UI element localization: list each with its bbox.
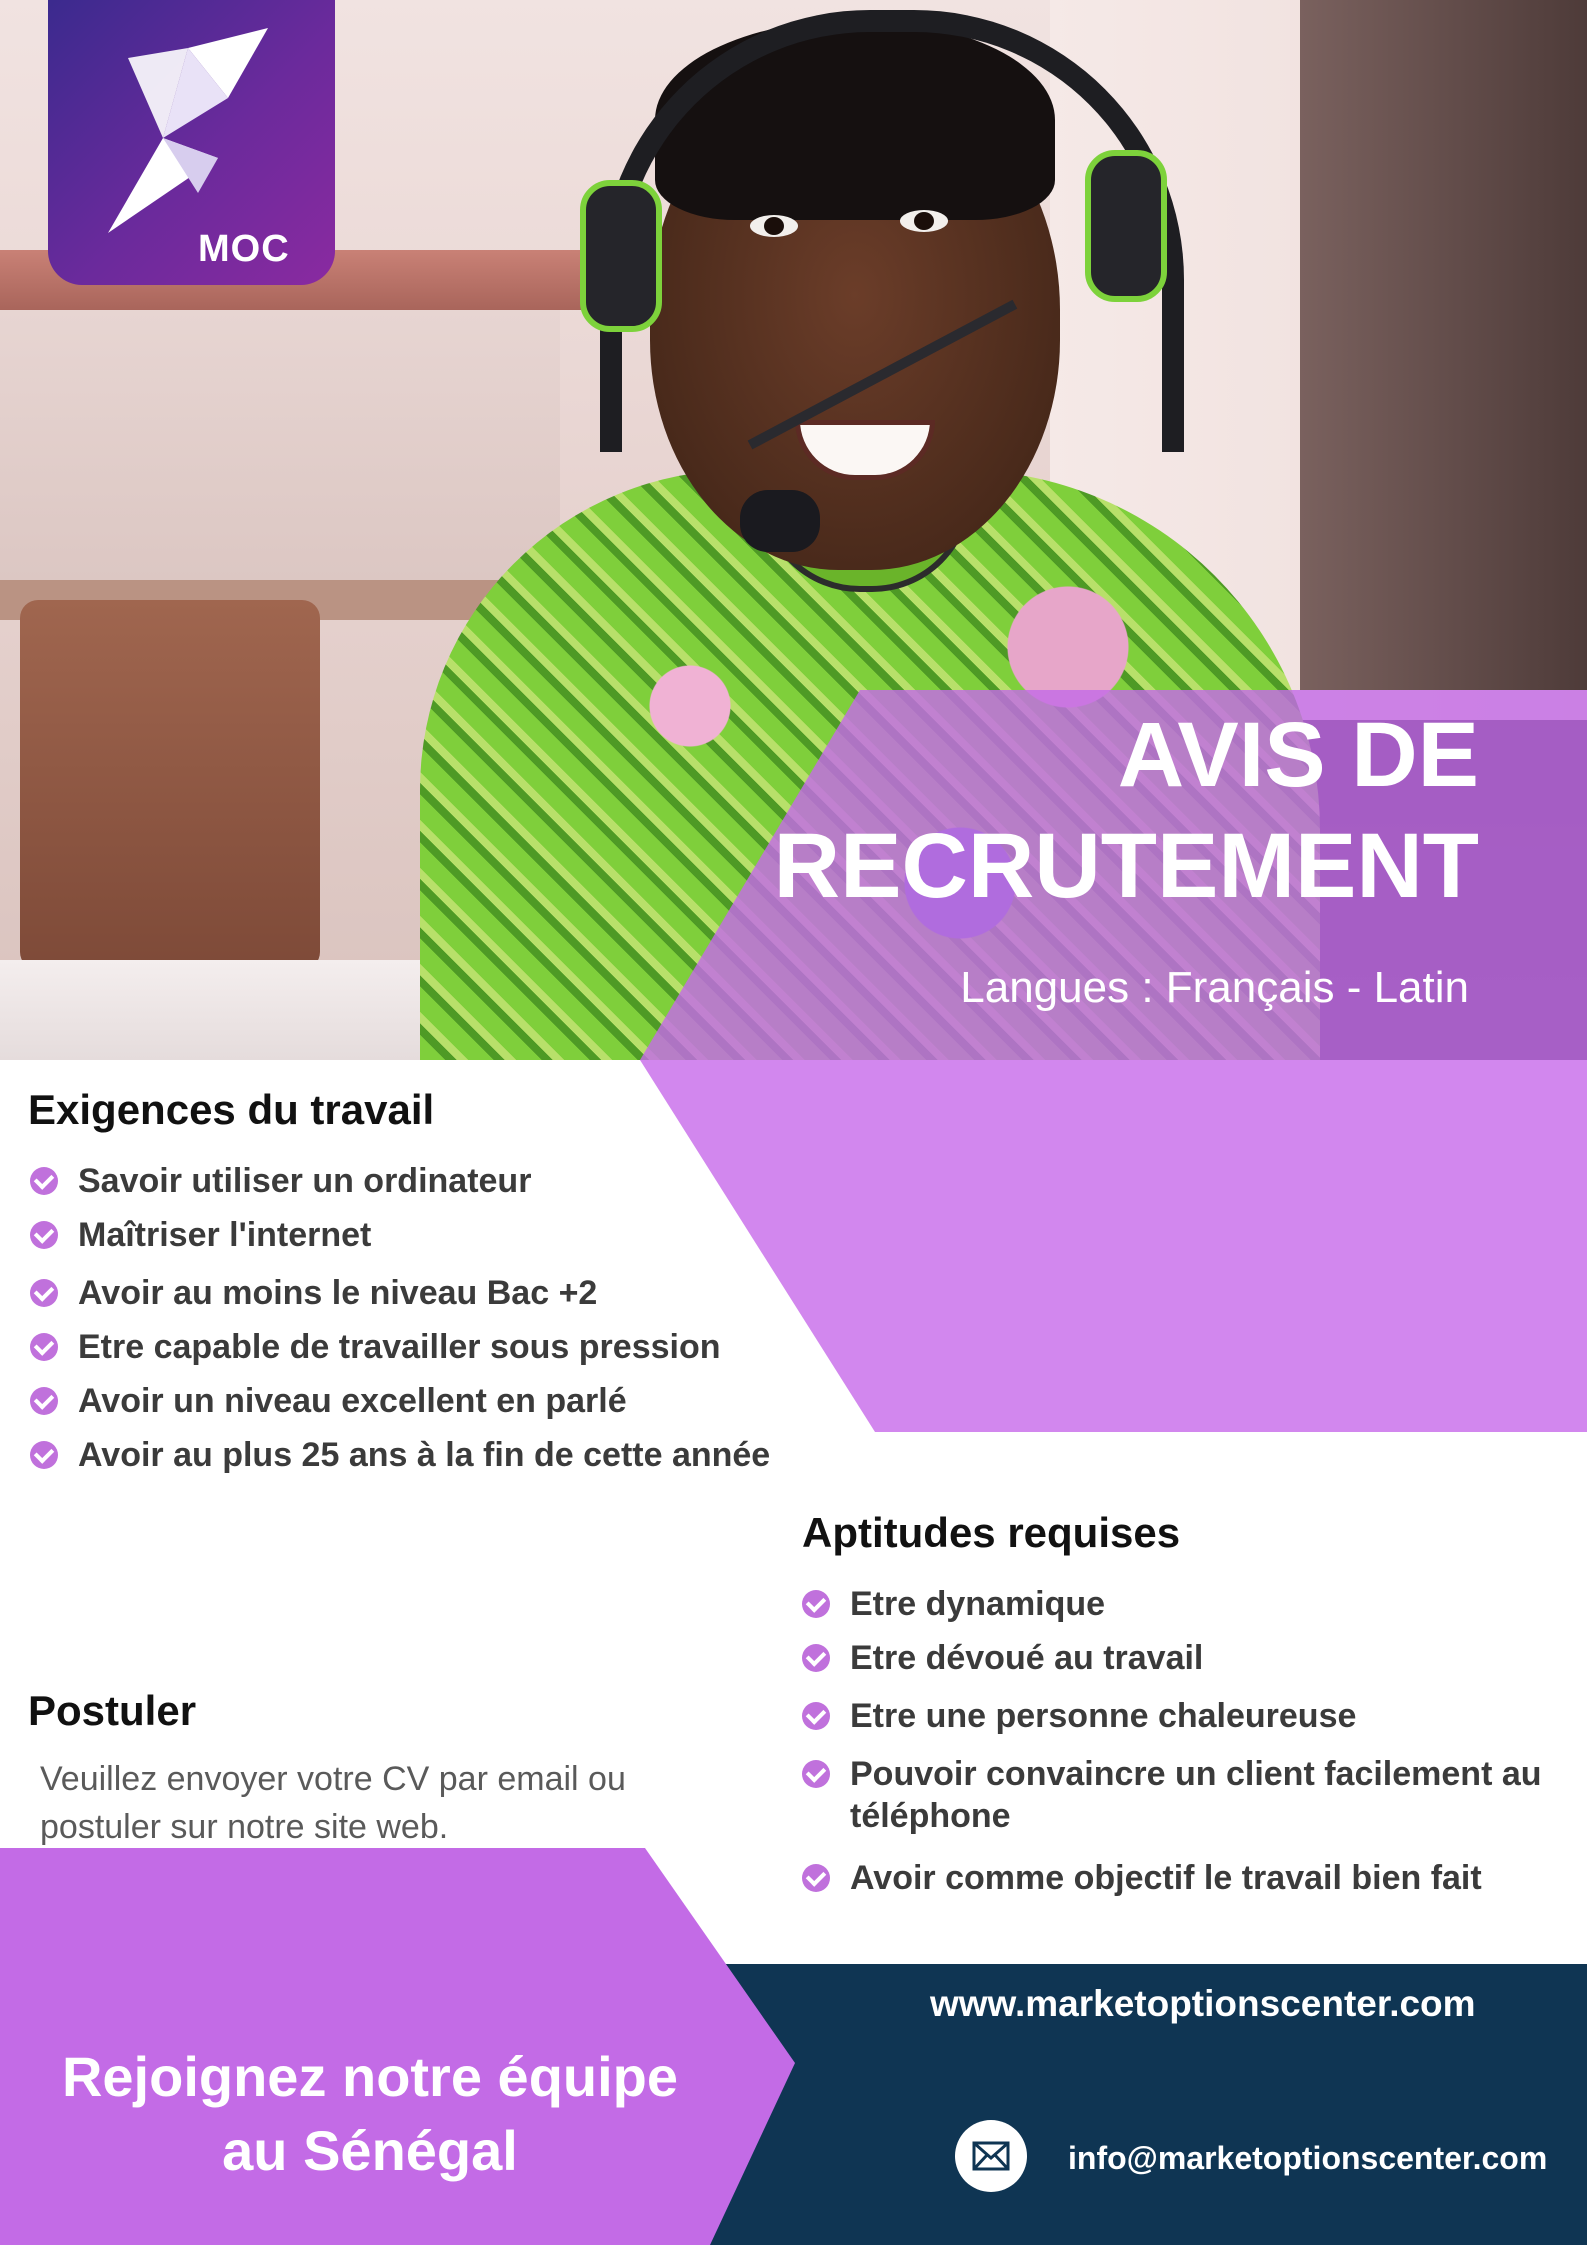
check-icon xyxy=(30,1333,58,1361)
list-item-text: Avoir au plus 25 ans à la fin de cette année xyxy=(78,1436,771,1474)
apply-instructions: Veuillez envoyer votre CV par email ou postuler sur notre site web. xyxy=(40,1760,626,1846)
requirements-list xyxy=(30,1160,810,1488)
check-icon xyxy=(802,1760,830,1788)
join-team-cta xyxy=(0,2040,740,2188)
list-item-text: Etre une personne chaleureuse xyxy=(850,1697,1357,1735)
join-line-1: Rejoignez notre équipe xyxy=(61,2045,679,2108)
list-item xyxy=(30,1272,810,1314)
list-item-text: Etre dévoué au travail xyxy=(850,1639,1204,1677)
logo-text: MOC xyxy=(198,228,290,270)
list-item-text: Maîtriser l'internet xyxy=(78,1216,372,1254)
list-item-text: Avoir comme objectif le travail bien fait xyxy=(850,1859,1482,1897)
check-icon xyxy=(802,1590,830,1618)
list-item xyxy=(802,1583,1562,1625)
list-item-text: Avoir au moins le niveau Bac +2 xyxy=(78,1274,598,1312)
apply-title: Postuler xyxy=(28,1687,197,1734)
requirements-title: Exigences du travail xyxy=(28,1086,435,1133)
website-link[interactable]: www.marketoptionscenter.com xyxy=(930,1983,1476,2024)
list-item xyxy=(802,1753,1562,1837)
list-item xyxy=(30,1214,810,1256)
list-item xyxy=(802,1695,1562,1737)
email-link[interactable]: info@marketoptionscenter.com xyxy=(1068,2140,1548,2176)
check-icon xyxy=(30,1221,58,1249)
list-item-text: Etre capable de travailler sous pression xyxy=(78,1328,721,1366)
list-item xyxy=(30,1434,810,1476)
page-title-line-1: AVIS DE xyxy=(1117,704,1479,806)
list-item-text: Pouvoir convaincre un client facilement au téléphone xyxy=(850,1755,1542,1835)
mail-icon xyxy=(955,2120,1027,2192)
list-item xyxy=(30,1326,810,1368)
languages-subtitle: Langues : Français - Latin xyxy=(960,963,1469,1012)
aptitudes-title: Aptitudes requises xyxy=(802,1509,1181,1556)
check-icon xyxy=(802,1702,830,1730)
list-item-text: Savoir utiliser un ordinateur xyxy=(78,1162,532,1200)
check-icon xyxy=(30,1279,58,1307)
check-icon xyxy=(802,1644,830,1672)
check-icon xyxy=(30,1387,58,1415)
list-item-text: Avoir un niveau excellent en parlé xyxy=(78,1382,627,1420)
list-item-text: Etre dynamique xyxy=(850,1585,1106,1623)
join-line-2: au Sénégal xyxy=(222,2119,518,2182)
list-item xyxy=(802,1637,1562,1679)
check-icon xyxy=(30,1441,58,1469)
check-icon xyxy=(30,1167,58,1195)
list-item xyxy=(30,1160,810,1202)
page-title-line-2: RECRUTEMENT xyxy=(773,815,1479,917)
list-item xyxy=(30,1380,810,1422)
